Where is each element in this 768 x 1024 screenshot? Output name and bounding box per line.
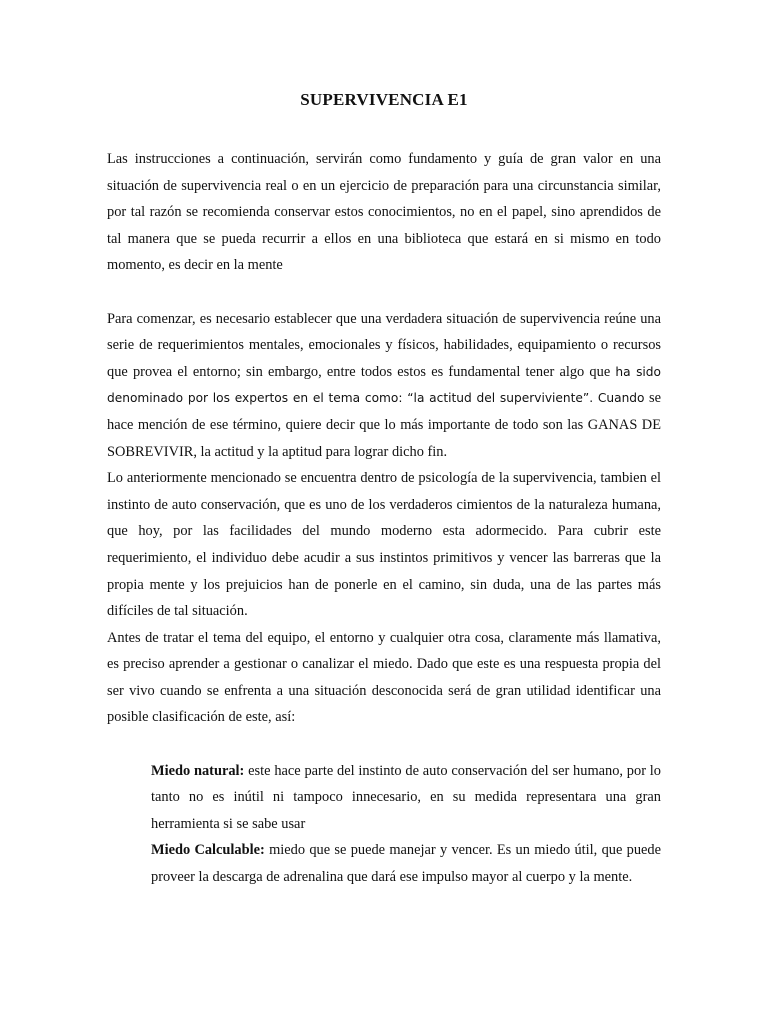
paragraph-gap	[107, 279, 661, 306]
fear-calculable-label: Miedo Calculable:	[151, 842, 265, 859]
fear-natural-label: Miedo natural:	[151, 762, 245, 779]
paragraph-gap	[107, 731, 661, 758]
paragraph-fear: Antes de tratar el tema del equipo, el entorno y cualquier otra cosa, claramente más llamativa, es preciso aprender a gestionar o canalizar el miedo. Dado que este es una respuesta propia del ser vivo cuando se enfrenta a una situación desconocida será de gran utilidad identificar una posible clasificación de este, así:	[107, 629, 661, 726]
paragraph-attitude	[107, 306, 661, 466]
fear-calculable-item	[151, 837, 661, 890]
paragraph-intro: Las instrucciones a continuación, servirán como fundamento y guía de gran valor en una situación de supervivencia real o en un ejercicio de preparación para una circunstancia similar, por tal razón se recomienda conservar estos conocimientos, no en el papel, sino aprendidos de tal manera que se pueda recurrir a ellos en una biblioteca que estará en si mismo en todo momento, es decir en la mente	[107, 151, 661, 274]
document-title: SUPERVIVENCIA E1	[300, 90, 468, 109]
paragraph-attitude-part3: se hace mención de ese término, quiere decir que lo más importante de todo son las GANAS DE SOBREVIVIR, la actitud y la aptitud para lograr dicho fin.	[107, 390, 661, 460]
fear-natural-item	[151, 758, 661, 838]
document-body	[107, 146, 661, 891]
paragraph-attitude-part1: Para comenzar, es necesario establecer que una verdadera situación de supervivencia reúne una serie de requerimientos mentales, emocionales y físicos, habilidades, equipamiento o recursos que provea el entorno; sin embargo, entre todos estos es fundamental tener algo que	[107, 310, 661, 380]
fear-natural-text: este hace parte del instinto de auto conservación del ser humano, por lo tanto no es inútil ni tampoco innecesario, en su medida representara una gran herramienta si se sabe usar	[151, 762, 661, 832]
fear-calculable-text: miedo que se puede manejar y vencer. Es un miedo útil, que puede proveer la descarga de adrenalina que dará ese impulso mayor al cuerpo y la mente.	[151, 842, 661, 886]
paragraph-psychology: Lo anteriormente mencionado se encuentra dentro de psicología de la supervivencia, tambien el instinto de auto conservación, que es uno de los verdaderos cimientos de la naturaleza humana, que hoy, por las facilidades del mundo moderno esta adormecido. Para cubrir este requerimiento, el individuo debe acudir a sus instintos primitivos y vencer las barreras que la propia mente y los prejuicios han de ponerle en el camino, sin duda, una de las partes más difíciles de tal situación.	[107, 470, 661, 620]
paragraph-attitude-part2: ha sido denominado por los expertos en el tema como: “la actitud del superviviente”. Cuando	[107, 364, 661, 406]
